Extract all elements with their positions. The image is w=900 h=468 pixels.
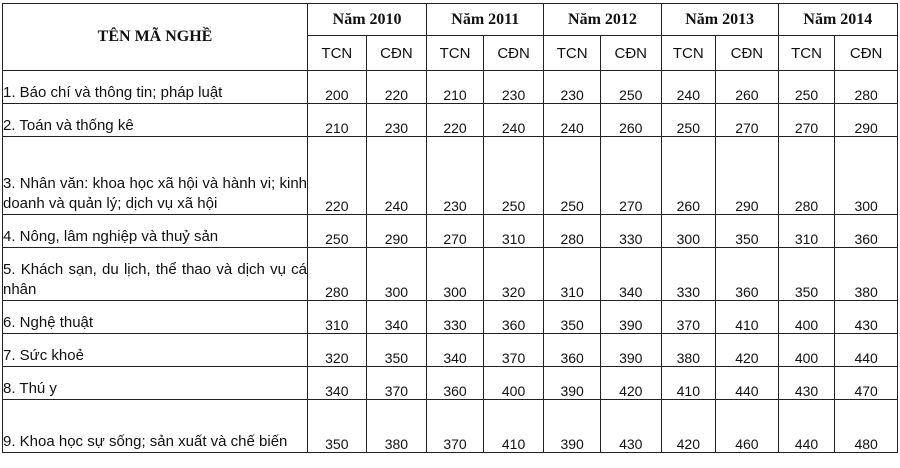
cdn-value-cell: 260 (716, 71, 779, 104)
tcn-value-cell: 310 (544, 248, 601, 301)
cdn-value-cell: 350 (366, 334, 427, 367)
table-row (3, 137, 898, 215)
level-header-tcn: TCN (544, 36, 601, 71)
tcn-value-cell: 310 (308, 301, 367, 334)
tcn-value-cell: 440 (778, 400, 835, 453)
occupation-name-cell: 3. Nhân văn: khoa học xã hội và hành vi; kinh doanh và quản lý; dịch vụ xã hội (3, 137, 308, 215)
cdn-value-cell: 230 (366, 104, 427, 137)
cdn-value-cell: 290 (716, 137, 779, 215)
tcn-value-cell: 320 (308, 334, 367, 367)
tcn-value-cell: 390 (544, 400, 601, 453)
tcn-value-cell: 400 (778, 334, 835, 367)
occupation-name-cell: 6. Nghệ thuật (3, 301, 308, 334)
cdn-value-cell: 270 (716, 104, 779, 137)
cdn-value-cell: 240 (483, 104, 544, 137)
tcn-value-cell: 400 (778, 301, 835, 334)
table-row (3, 248, 898, 301)
cdn-value-cell: 390 (600, 334, 661, 367)
cdn-value-cell: 420 (600, 367, 661, 400)
tcn-value-cell: 210 (427, 71, 484, 104)
tcn-value-cell: 350 (308, 400, 367, 453)
cdn-value-cell: 430 (835, 301, 898, 334)
tcn-value-cell: 250 (778, 71, 835, 104)
table-body (3, 71, 898, 453)
cdn-value-cell: 480 (835, 400, 898, 453)
occupation-name-cell: 2. Toán và thống kê (3, 104, 308, 137)
cdn-value-cell: 360 (483, 301, 544, 334)
cdn-value-cell: 230 (483, 71, 544, 104)
tcn-value-cell: 250 (661, 104, 716, 137)
tcn-value-cell: 390 (544, 367, 601, 400)
table-row (3, 71, 898, 104)
cdn-value-cell: 380 (835, 248, 898, 301)
tcn-value-cell: 420 (661, 400, 716, 453)
tcn-value-cell: 340 (427, 334, 484, 367)
tcn-value-cell: 380 (661, 334, 716, 367)
occupation-name-cell: 8. Thú y (3, 367, 308, 400)
cdn-value-cell: 380 (366, 400, 427, 453)
tcn-value-cell: 300 (661, 215, 716, 248)
cdn-value-cell: 350 (716, 215, 779, 248)
tcn-value-cell: 280 (544, 215, 601, 248)
cdn-value-cell: 240 (366, 137, 427, 215)
cdn-value-cell: 460 (716, 400, 779, 453)
level-header-cdn: CĐN (835, 36, 898, 71)
level-header-tcn: TCN (661, 36, 716, 71)
tcn-value-cell: 260 (661, 137, 716, 215)
level-header-cdn: CĐN (483, 36, 544, 71)
tcn-value-cell: 330 (427, 301, 484, 334)
year-header-2013: Năm 2013 (661, 4, 778, 36)
cdn-value-cell: 410 (716, 301, 779, 334)
occupation-name-cell: 1. Báo chí và thông tin; pháp luật (3, 71, 308, 104)
tcn-value-cell: 280 (308, 248, 367, 301)
table-row (3, 367, 898, 400)
tcn-value-cell: 360 (427, 367, 484, 400)
table-row (3, 334, 898, 367)
occupation-name-cell: 7. Sức khoẻ (3, 334, 308, 367)
tcn-value-cell: 370 (661, 301, 716, 334)
tcn-value-cell: 230 (544, 71, 601, 104)
cdn-value-cell: 300 (366, 248, 427, 301)
cdn-value-cell: 360 (835, 215, 898, 248)
year-header-2014: Năm 2014 (778, 4, 897, 36)
occupation-name-cell: 9. Khoa học sự sống; sản xuất và chế biến (3, 400, 308, 453)
year-header-2011: Năm 2011 (427, 4, 544, 36)
tcn-value-cell: 230 (427, 137, 484, 215)
cdn-value-cell: 320 (483, 248, 544, 301)
level-header-tcn: TCN (308, 36, 367, 71)
cdn-value-cell: 260 (600, 104, 661, 137)
cdn-value-cell: 370 (483, 334, 544, 367)
tcn-value-cell: 270 (427, 215, 484, 248)
level-header-cdn: CĐN (600, 36, 661, 71)
table-row (3, 301, 898, 334)
cdn-value-cell: 290 (366, 215, 427, 248)
tcn-value-cell: 280 (778, 137, 835, 215)
tcn-value-cell: 410 (661, 367, 716, 400)
cdn-value-cell: 370 (366, 367, 427, 400)
tcn-value-cell: 220 (308, 137, 367, 215)
tcn-value-cell: 360 (544, 334, 601, 367)
occupation-name-cell: 5. Khách sạn, du lịch, thể thao và dịch vụ cá nhân (3, 248, 308, 301)
year-header-2010: Năm 2010 (308, 4, 427, 36)
cdn-value-cell: 250 (600, 71, 661, 104)
tcn-value-cell: 300 (427, 248, 484, 301)
cdn-value-cell: 290 (835, 104, 898, 137)
tcn-value-cell: 220 (427, 104, 484, 137)
cdn-value-cell: 270 (600, 137, 661, 215)
tcn-value-cell: 340 (308, 367, 367, 400)
level-header-tcn: TCN (778, 36, 835, 71)
occupation-name-header: TÊN MÃ NGHỀ (3, 4, 308, 71)
cdn-value-cell: 280 (835, 71, 898, 104)
tcn-value-cell: 210 (308, 104, 367, 137)
table-row (3, 400, 898, 453)
cdn-value-cell: 340 (366, 301, 427, 334)
tcn-value-cell: 330 (661, 248, 716, 301)
occupation-name-cell: 4. Nông, lâm nghiệp và thuỷ sản (3, 215, 308, 248)
cdn-value-cell: 340 (600, 248, 661, 301)
tcn-value-cell: 310 (778, 215, 835, 248)
cdn-value-cell: 400 (483, 367, 544, 400)
cdn-value-cell: 410 (483, 400, 544, 453)
cdn-value-cell: 330 (600, 215, 661, 248)
tcn-value-cell: 350 (778, 248, 835, 301)
cdn-value-cell: 440 (835, 334, 898, 367)
cdn-value-cell: 310 (483, 215, 544, 248)
cdn-value-cell: 300 (835, 137, 898, 215)
year-header-2012: Năm 2012 (544, 4, 661, 36)
level-header-tcn: TCN (427, 36, 484, 71)
cdn-value-cell: 440 (716, 367, 779, 400)
cdn-value-cell: 470 (835, 367, 898, 400)
tcn-value-cell: 250 (308, 215, 367, 248)
tcn-value-cell: 370 (427, 400, 484, 453)
tcn-value-cell: 200 (308, 71, 367, 104)
cdn-value-cell: 430 (600, 400, 661, 453)
table-row (3, 215, 898, 248)
cdn-value-cell: 390 (600, 301, 661, 334)
year-header-row (3, 4, 898, 36)
tcn-value-cell: 250 (544, 137, 601, 215)
level-header-cdn: CĐN (716, 36, 779, 71)
table-row (3, 104, 898, 137)
level-header-cdn: CĐN (366, 36, 427, 71)
tcn-value-cell: 430 (778, 367, 835, 400)
tcn-value-cell: 350 (544, 301, 601, 334)
cdn-value-cell: 250 (483, 137, 544, 215)
cdn-value-cell: 360 (716, 248, 779, 301)
cdn-value-cell: 220 (366, 71, 427, 104)
tcn-value-cell: 240 (661, 71, 716, 104)
tuition-table (2, 3, 898, 453)
tcn-value-cell: 270 (778, 104, 835, 137)
cdn-value-cell: 420 (716, 334, 779, 367)
tcn-value-cell: 240 (544, 104, 601, 137)
